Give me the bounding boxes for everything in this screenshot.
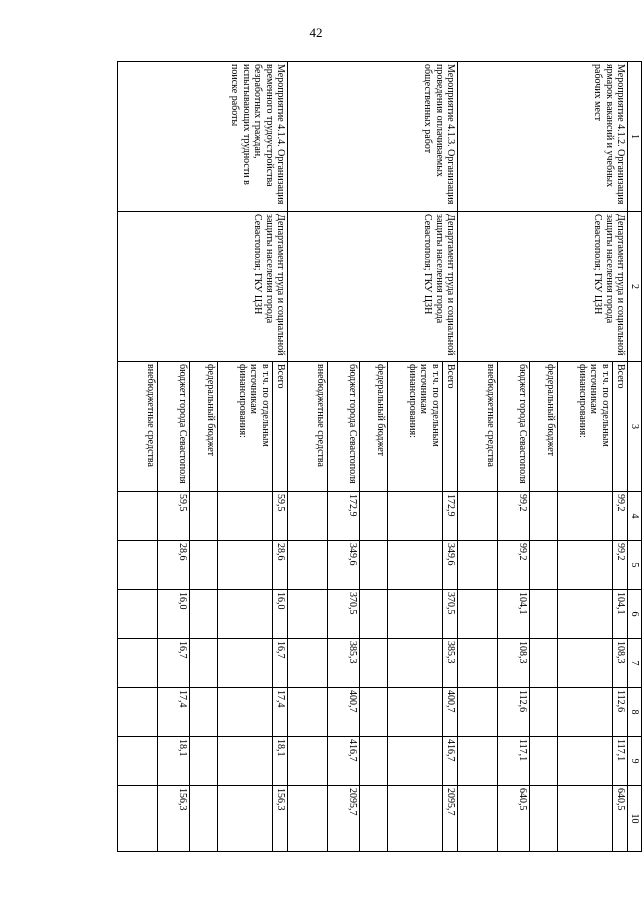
event-cell: Мероприятие 4.1.3. Организация проведения оплачиваемых общественных работ — [288, 62, 458, 212]
header-cell: 1 — [628, 62, 642, 212]
value-cell — [458, 590, 498, 639]
value-cell — [360, 541, 388, 590]
source-cell: в т.ч. по отдельным источникам финансирования: — [557, 362, 612, 492]
source-cell: бюджет города Севастополя — [328, 362, 360, 492]
value-cell — [360, 688, 388, 737]
header-cell: 4 — [628, 492, 642, 541]
value-cell — [118, 737, 158, 786]
value-cell — [190, 590, 218, 639]
value-cell — [387, 786, 442, 852]
value-cell: 28,6 — [272, 541, 287, 590]
value-cell: 112,6 — [612, 688, 627, 737]
value-cell — [458, 737, 498, 786]
value-cell: 385,3 — [328, 639, 360, 688]
table-row — [612, 62, 627, 852]
value-cell: 18,1 — [272, 737, 287, 786]
value-cell — [288, 786, 328, 852]
value-cell: 108,3 — [498, 639, 530, 688]
value-cell — [557, 590, 612, 639]
value-cell: 16,0 — [158, 590, 190, 639]
value-cell — [458, 492, 498, 541]
value-cell: 99,2 — [498, 541, 530, 590]
value-cell: 16,7 — [158, 639, 190, 688]
value-cell — [288, 492, 328, 541]
value-cell: 172,9 — [442, 492, 457, 541]
value-cell: 640,5 — [498, 786, 530, 852]
source-cell: федеральный бюджет — [190, 362, 218, 492]
value-cell — [458, 786, 498, 852]
value-cell — [118, 590, 158, 639]
value-cell — [360, 737, 388, 786]
value-cell: 2095,7 — [442, 786, 457, 852]
value-cell — [190, 786, 218, 852]
value-cell: 640,5 — [612, 786, 627, 852]
value-cell — [118, 786, 158, 852]
event-cell: Мероприятие 4.1.4. Организация временного трудоустройства безработных граждан, испытывающих трудности в поиске работы — [118, 62, 288, 212]
value-cell — [288, 590, 328, 639]
value-cell — [557, 492, 612, 541]
financing-table — [117, 61, 642, 852]
value-cell — [190, 639, 218, 688]
value-cell: 17,4 — [272, 688, 287, 737]
value-cell — [217, 786, 272, 852]
value-cell — [387, 590, 442, 639]
source-cell: федеральный бюджет — [530, 362, 558, 492]
header-cell: 7 — [628, 639, 642, 688]
value-cell — [530, 639, 558, 688]
table-row — [442, 62, 457, 852]
value-cell — [217, 639, 272, 688]
value-cell — [557, 737, 612, 786]
value-cell — [360, 590, 388, 639]
source-cell: Всего — [272, 362, 287, 492]
value-cell: 117,1 — [498, 737, 530, 786]
value-cell — [118, 492, 158, 541]
value-cell — [190, 737, 218, 786]
value-cell: 172,9 — [328, 492, 360, 541]
value-cell: 18,1 — [158, 737, 190, 786]
source-cell: федеральный бюджет — [360, 362, 388, 492]
source-cell: в т.ч. по отдельным источникам финансирования: — [387, 362, 442, 492]
source-cell: внебюджетные средства — [118, 362, 158, 492]
source-cell: бюджет города Севастополя — [158, 362, 190, 492]
value-cell — [288, 639, 328, 688]
value-cell: 400,7 — [328, 688, 360, 737]
value-cell — [288, 737, 328, 786]
table-body — [118, 62, 642, 852]
rotated-table-container — [117, 61, 642, 851]
page-number: 42 — [309, 25, 323, 40]
value-cell: 16,0 — [272, 590, 287, 639]
value-cell — [217, 688, 272, 737]
header-cell: 6 — [628, 590, 642, 639]
value-cell — [387, 639, 442, 688]
value-cell: 2095,7 — [328, 786, 360, 852]
value-cell — [458, 688, 498, 737]
executor-cell: Департамент труда и социальной защиты населения города Севастополя; ГКУ ЦЗН — [458, 212, 628, 362]
value-cell — [530, 786, 558, 852]
value-cell: 156,3 — [272, 786, 287, 852]
value-cell — [557, 688, 612, 737]
value-cell — [530, 688, 558, 737]
header-row — [628, 62, 642, 852]
value-cell — [387, 737, 442, 786]
value-cell: 59,5 — [158, 492, 190, 541]
value-cell: 349,6 — [328, 541, 360, 590]
value-cell — [360, 492, 388, 541]
executor-cell: Департамент труда и социальной защиты населения города Севастополя; ГКУ ЦЗН — [288, 212, 458, 362]
value-cell — [387, 492, 442, 541]
value-cell: 112,6 — [498, 688, 530, 737]
value-cell — [217, 737, 272, 786]
value-cell — [217, 541, 272, 590]
value-cell: 400,7 — [442, 688, 457, 737]
value-cell — [118, 639, 158, 688]
value-cell — [557, 786, 612, 852]
value-cell — [217, 590, 272, 639]
value-cell: 156,3 — [158, 786, 190, 852]
executor-cell: Департамент труда и социальной защиты населения города Севастополя; ГКУ ЦЗН — [118, 212, 288, 362]
value-cell: 416,7 — [328, 737, 360, 786]
value-cell: 370,5 — [328, 590, 360, 639]
value-cell: 349,6 — [442, 541, 457, 590]
value-cell — [458, 639, 498, 688]
value-cell: 99,2 — [612, 541, 627, 590]
value-cell — [217, 492, 272, 541]
header-cell: 3 — [628, 362, 642, 492]
source-cell: в т.ч. по отдельным источникам финансирования: — [217, 362, 272, 492]
value-cell — [387, 541, 442, 590]
value-cell: 370,5 — [442, 590, 457, 639]
value-cell: 416,7 — [442, 737, 457, 786]
value-cell — [530, 492, 558, 541]
value-cell — [360, 639, 388, 688]
value-cell: 16,7 — [272, 639, 287, 688]
table-row — [272, 62, 287, 852]
header-cell: 9 — [628, 737, 642, 786]
value-cell — [190, 688, 218, 737]
value-cell — [288, 688, 328, 737]
value-cell: 99,2 — [612, 492, 627, 541]
source-cell: внебюджетные средства — [288, 362, 328, 492]
value-cell — [387, 688, 442, 737]
value-cell: 17,4 — [158, 688, 190, 737]
value-cell — [530, 737, 558, 786]
source-cell: внебюджетные средства — [458, 362, 498, 492]
value-cell — [118, 541, 158, 590]
source-cell: Всего — [442, 362, 457, 492]
value-cell — [360, 786, 388, 852]
source-cell: бюджет города Севастополя — [498, 362, 530, 492]
value-cell: 28,6 — [158, 541, 190, 590]
value-cell: 59,5 — [272, 492, 287, 541]
value-cell — [530, 541, 558, 590]
value-cell — [288, 541, 328, 590]
header-cell: 5 — [628, 541, 642, 590]
value-cell: 99,2 — [498, 492, 530, 541]
value-cell: 104,1 — [612, 590, 627, 639]
header-cell: 2 — [628, 212, 642, 362]
value-cell: 108,3 — [612, 639, 627, 688]
value-cell — [530, 590, 558, 639]
value-cell: 104,1 — [498, 590, 530, 639]
value-cell — [557, 639, 612, 688]
value-cell: 385,3 — [442, 639, 457, 688]
value-cell — [118, 688, 158, 737]
event-cell: Мероприятие 4.1.2. Организация ярмарок вакансий и учебных рабочих мест — [458, 62, 628, 212]
value-cell — [458, 541, 498, 590]
value-cell — [190, 492, 218, 541]
value-cell — [190, 541, 218, 590]
source-cell: Всего — [612, 362, 627, 492]
header-cell: 10 — [628, 786, 642, 852]
value-cell — [557, 541, 612, 590]
header-cell: 8 — [628, 688, 642, 737]
value-cell: 117,1 — [612, 737, 627, 786]
